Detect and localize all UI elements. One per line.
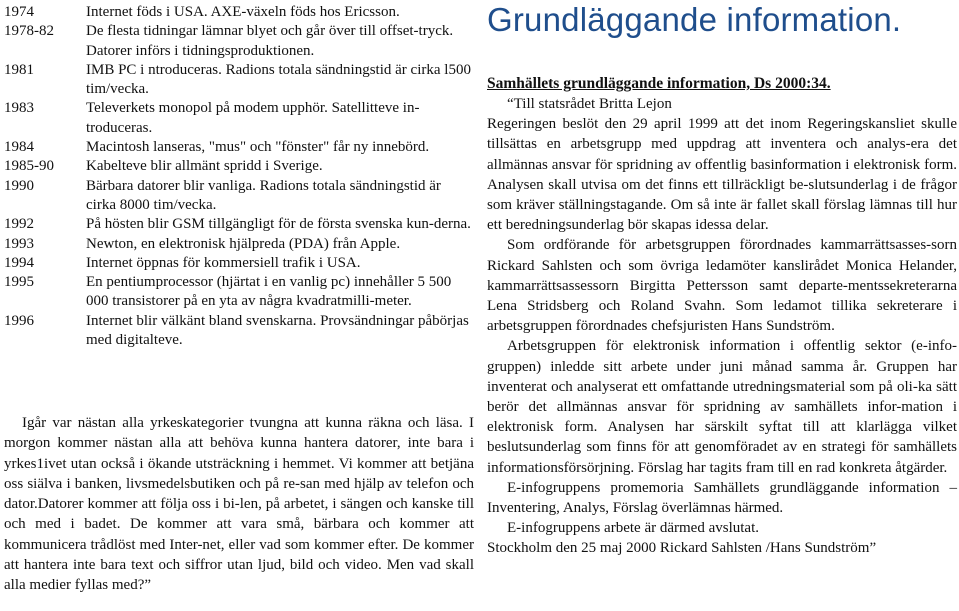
timeline-text: En pentiumprocessor (hjärtat i en vanlig pc) innehåller 5 500 000 transistorer på en yta av några kvadratmilli-meter. [86, 274, 452, 310]
paragraph-4: E-infogruppens promemoria Samhällets grundläggande information – Inventering, Analys, Förslag överlämnas härmed. [487, 479, 957, 517]
timeline-row [4, 273, 474, 312]
timeline-year: 1996 [4, 312, 34, 329]
timeline-row [4, 3, 474, 22]
timeline-year: 1978-82 [4, 23, 54, 40]
timeline-text: Internet öppnas för kommersiell trafik i USA. [86, 254, 361, 271]
timeline-row [4, 22, 474, 61]
timeline-year: 1984 [4, 139, 34, 156]
timeline-text: Macintosh lanseras, "mus" och "fönster" får ny innebörd. [86, 139, 430, 156]
timeline-text: Kabelteve blir allmänt spridd i Sverige. [86, 158, 323, 175]
page-title: Grundläggande information. [487, 1, 902, 38]
timeline-text: På hösten blir GSM tillgängligt för de första svenska kun-derna. [86, 216, 471, 233]
timeline-text: De flesta tidningar lämnar blyet och går över till offset-tryck. Datorer införs i tidningsproduktionen. [86, 23, 454, 59]
timeline-text: Internet blir välkänt bland svenskarna. Provsändningar påbörjas med digitalteve. [86, 312, 469, 349]
left-quote [4, 413, 474, 596]
paragraph-3: Arbetsgruppen för elektronisk information i offentlig sektor (e-info-gruppen) inledde sitt arbete under juni månad samma år. Gruppen har inventerat och analyserat ett omfattande utredningsmaterial som på oli-ka sätt berör det allmännas ansvar för spridning av samhällets infor-mation i elektronisk form. Analysen har särskilt syftat till att klarlägga vilket beslutsunderlag som finns för att genomföradet av en strategi för samhällets informationsförsörjning. Förslag har tagits fram till en rad konkreta åtgärder. [487, 338, 957, 476]
timeline-text: IMB PC i ntroduceras. Radions totala sändningstid är cirka l500 tim/vecka. [86, 61, 471, 98]
timeline-row [4, 99, 474, 138]
timeline-year: 1995 [4, 274, 34, 291]
timeline [4, 3, 474, 350]
paragraph-2: Som ordförande för arbetsgruppen förordnades kammarrättsasses-sorn Rickard Sahlsten och som övriga ledamöter kanslirådet Monica Helander, kammarrättsassessorn Birgitta Pettersson samt departe-mentssekreterarna Lena Stridsberg och Roland Svahn. Som ledamot tillika sekreterare i arbetsgruppen förordnades chefsjuristen Hans Sundström. [487, 237, 957, 335]
right-column [487, 0, 957, 559]
paragraph-5: E-infogruppens arbete är därmed avslutat. [507, 520, 759, 537]
timeline-year: 1985-90 [4, 158, 54, 175]
timeline-row [4, 177, 474, 216]
timeline-year: 1993 [4, 235, 34, 252]
timeline-text: Televerkets monopol på modem upphör. Satellitteve in-troduceras. [86, 100, 420, 136]
timeline-text: Bärbara datorer blir vanliga. Radions totala sändningstid är cirka 8000 tim/vecka. [86, 177, 441, 213]
timeline-year: 1974 [4, 4, 34, 20]
paragraph-1: Regeringen beslöt den 29 april 1999 att det inom Regeringskansliet skulle tillsättas en arbetsgrupp med uppdrag att inventera och analys-era det allmännas ansvar för spridning av offentlig basinformation i elektronisk form. Analysen skall utvisa om det finns ett tillräckligt be-slutsunderlag i de frågor som kräver ställningstagande. Om så inte är fallet skall förslag lämnas till hur ett beredningsunderlag bör skapas idessa delar. [487, 116, 957, 234]
quote-intro: “Till statsrådet Britta Lejon [507, 96, 672, 112]
timeline-text: Internet föds i USA. AXE-växeln föds hos Ericsson. [86, 4, 400, 20]
timeline-year: 1983 [4, 100, 34, 117]
timeline-row [4, 312, 474, 351]
left-quote-text: Igår var nästan alla yrkeskategorier tvungna att kunna räkna och läsa. I morgon kommer nästan alla att behöva kunna hantera datorer, inte bara i yrkes1ivet utan också i ökande utsträckning i hemmet. Vi kommer att betjäna oss siälva i banken, livsmedelsbutiken och på re-san med hjälp av telefon och dator.Datorer kommer att följa oss i bi-len, på arbetet, i sängen och kanske till och med i badet. De kommer att vara små, bärbara och kommer att kommunicera trådlöst med Inter-net, eller vad som kommer efter. De kommer att hantera inte bara text och siffror utan ljud, bild och video. Men vad skall alla medier fyllas med?” [4, 415, 474, 594]
signoff: Stockholm den 25 maj 2000 Rickard Sahlsten /Hans Sundström” [487, 540, 877, 557]
timeline-row [4, 215, 474, 234]
timeline-year: 1981 [4, 61, 34, 78]
timeline-year: 1994 [4, 254, 34, 271]
timeline-row [4, 235, 474, 254]
timeline-year: 1990 [4, 177, 34, 194]
subtitle: Samhällets grundläggande information, Ds 2000:34. [487, 75, 831, 92]
timeline-row [4, 61, 474, 100]
timeline-year: 1992 [4, 216, 34, 233]
timeline-row [4, 138, 474, 157]
timeline-row [4, 157, 474, 176]
timeline-row [4, 254, 474, 273]
timeline-text: Newton, en elektronisk hjälpreda (PDA) från Apple. [86, 235, 401, 252]
